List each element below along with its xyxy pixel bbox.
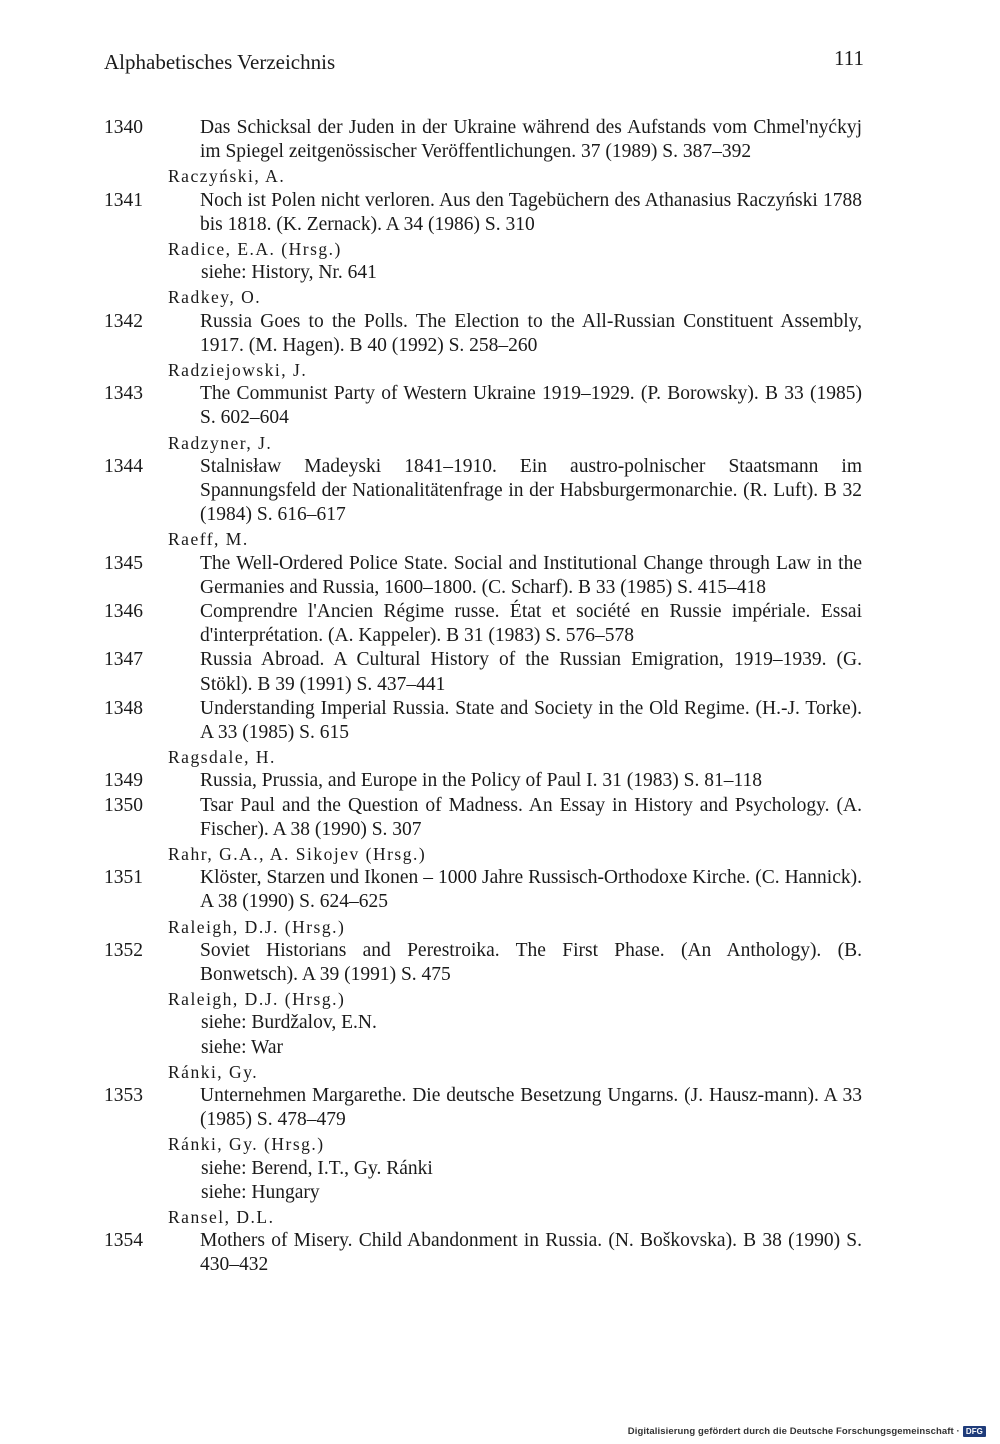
index-entry [100, 382, 870, 430]
index-entry [100, 116, 870, 164]
entry-number: 1345 [104, 552, 143, 574]
index-entry [100, 1229, 870, 1277]
entry-text: Unternehmen Margarethe. Die deutsche Besetzung Ungarns. (J. Hausz-mann). A 33 (1985) S. 478–479 [200, 1084, 862, 1131]
entry-text: Understanding Imperial Russia. State and Society in the Old Regime. (H.-J. Torke). A 33 (1985) S. 615 [200, 697, 862, 743]
entry-text: Das Schicksal der Juden in der Ukraine während des Aufstands vom Chmel'nyćkyj im Spiegel zeitgenössischer Veröffentlichungen. 37 (1989) S. 387–392 [200, 117, 862, 163]
author-heading: Ragsdale, H. [168, 747, 276, 768]
entry-text: Mothers of Misery. Child Abandonment in Russia. (N. Boškovska). B 38 (1990) S. 430–432 [200, 1230, 862, 1276]
entry-text: Stalnisław Madeyski 1841–1910. Ein austro-polnischer Staatsmann im Spannungsfeld der Nationalitätenfrage in der Habsburgermonarchie. (R. Luft). B 32 (1984) S. 616–617 [200, 455, 862, 526]
cross-reference: siehe: History, Nr. 641 [201, 262, 377, 284]
dfg-logo: DFG [963, 1426, 986, 1437]
index-entry [100, 189, 870, 237]
cross-reference: siehe: Berend, I.T., Gy. Ránki [201, 1157, 433, 1179]
author-heading: Radzyner, J. [168, 432, 273, 453]
entry-number: 1343 [104, 383, 143, 405]
index-entry [100, 939, 870, 987]
author-heading: Raleigh, D.J. (Hrsg.) [168, 916, 346, 937]
author-heading: Rahr, G.A., A. Sikojev (Hrsg.) [168, 843, 427, 864]
index-entry [100, 794, 870, 842]
index-entry [100, 455, 870, 528]
entry-text: Noch ist Polen nicht verloren. Aus den Tagebüchern des Athanasius Raczyński 1788 bis 1818. (K. Zernack). A 34 (1986) S. 310 [200, 189, 862, 235]
index-entry [100, 600, 870, 648]
author-heading: Ránki, Gy. (Hrsg.) [168, 1134, 325, 1155]
cross-reference: siehe: War [201, 1036, 283, 1058]
index-entry [100, 552, 870, 600]
entry-text: Klöster, Starzen und Ikonen – 1000 Jahre Russisch-Orthodoxe Kirche. (C. Hannick). A 38 (1990) S. 624–625 [200, 867, 862, 913]
footer-text: Digitalisierung gefördert durch die Deutsche Forschungsgemeinschaft · [627, 1426, 960, 1437]
entry-number: 1353 [104, 1084, 143, 1106]
entry-number: 1349 [104, 770, 143, 792]
cross-reference: siehe: Burdžalov, E.N. [201, 1012, 377, 1034]
entry-number: 1340 [104, 117, 143, 138]
entry-text: Russia Goes to the Polls. The Election to the All-Russian Constituent Assembly, 1917. (M. Hagen). B 40 (1992) S. 258–260 [200, 310, 862, 356]
author-heading: Raczyński, A. [168, 166, 286, 187]
entry-text: Soviet Historians and Perestroika. The First Phase. (An Anthology). (B. Bonwetsch). A 39 (1991) S. 475 [200, 939, 862, 985]
entry-text: Comprendre l'Ancien Régime russe. État et société en Russie impériale. Essai d'interprétation. (A. Kappeler). B 31 (1983) S. 576–578 [200, 600, 862, 647]
index-entry [100, 648, 870, 696]
entry-number: 1354 [104, 1230, 143, 1252]
index-entry [100, 769, 870, 793]
entry-text: Russia, Prussia, and Europe in the Policy of Paul I. 31 (1983) S. 81–118 [200, 770, 763, 792]
entry-number: 1347 [104, 649, 143, 671]
footer [628, 1426, 986, 1437]
entry-number: 1350 [104, 794, 143, 816]
author-heading: Radziejowski, J. [168, 359, 308, 380]
entry-text: Russia Abroad. A Cultural History of the Russian Emigration, 1919–1939. (G. Stökl). B 39 (1991) S. 437–441 [200, 649, 862, 695]
author-heading: Ránki, Gy. [168, 1061, 259, 1082]
entry-number: 1352 [104, 939, 143, 961]
page-number: 111 [834, 46, 864, 70]
index-entry [100, 310, 870, 358]
index-list [100, 116, 870, 1277]
entry-text: The Communist Party of Western Ukraine 1919–1929. (P. Borowsky). B 33 (1985) S. 602–604 [200, 383, 862, 429]
entry-number: 1342 [104, 310, 143, 332]
author-heading: Ransel, D.L. [168, 1206, 275, 1227]
entry-number: 1348 [104, 697, 143, 719]
author-heading: Raleigh, D.J. (Hrsg.) [168, 989, 346, 1010]
running-title: Alphabetisches Verzeichnis [104, 50, 336, 74]
index-entry [100, 866, 870, 914]
entry-text: Tsar Paul and the Question of Madness. An Essay in History and Psychology. (A. Fischer). A 38 (1990) S. 307 [200, 794, 862, 840]
page-header [104, 46, 864, 80]
entry-number: 1346 [104, 600, 143, 622]
index-entry [100, 697, 870, 745]
entry-text: The Well-Ordered Police State. Social and Institutional Change through Law in the Germanies and Russia, 1600–1800. (C. Scharf). B 33 (1985) S. 415–418 [200, 552, 862, 598]
entry-number: 1341 [104, 189, 143, 211]
entry-number: 1344 [104, 455, 143, 477]
author-heading: Radkey, O. [168, 287, 262, 308]
author-heading: Raeff, M. [168, 529, 249, 550]
entry-number: 1351 [104, 867, 143, 889]
author-heading: Radice, E.A. (Hrsg.) [168, 239, 342, 259]
cross-reference: siehe: Hungary [201, 1181, 320, 1203]
index-entry [100, 1084, 870, 1132]
